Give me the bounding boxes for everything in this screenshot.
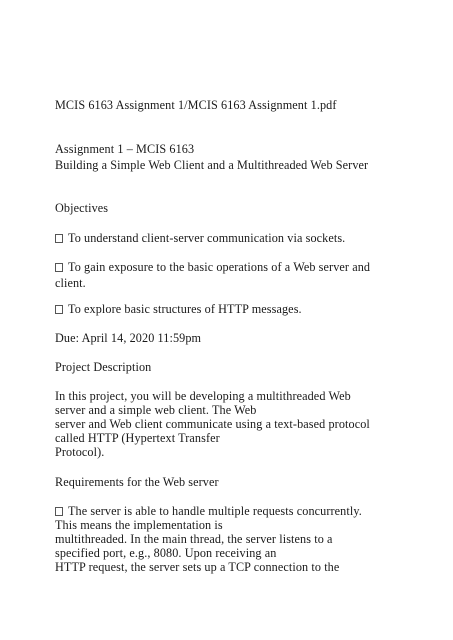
due-date: Due: April 14, 2020 11:59pm [55,331,202,345]
objective-item-3 [55,301,302,317]
objective-text-3: To explore basic structures of HTTP messages. [68,302,302,316]
assignment-title: Assignment 1 – MCIS 6163 [55,142,195,156]
requirement-text-line-5: HTTP request, the server sets up a TCP connection to the [55,560,340,574]
objectives-heading: Objectives [55,201,109,215]
bullet-icon [55,234,63,243]
bullet-icon [55,263,63,272]
assignment-subtitle: Building a Simple Web Client and a Multithreaded Web Server [55,158,369,172]
bullet-icon [55,507,63,516]
project-paragraph-line-2: server and a simple web client. The Web [55,403,257,417]
objective-item-1 [55,230,345,246]
project-heading: Project Description [55,360,152,374]
project-paragraph-line-1: In this project, you will be developing a multithreaded Web [55,389,351,403]
project-paragraph-line-3: server and Web client communicate using a text-based protocol [55,417,370,431]
objective-text-2: To gain exposure to the basic operations of a Web server and [68,260,371,274]
requirement-text-line-4: specified port, e.g., 8080. Upon receiving an [55,546,277,560]
bullet-icon [55,305,63,314]
project-paragraph-line-5: Protocol). [55,445,105,459]
requirement-text-line-1: The server is able to handle multiple requests concurrently. [68,504,362,518]
requirements-heading: Requirements for the Web server [55,475,219,489]
project-paragraph-line-4: called HTTP (Hypertext Transfer [55,431,220,445]
requirement-text-line-2: This means the implementation is [55,518,223,532]
requirement-text-line-3: multithreaded. In the main thread, the server listens to a [55,532,333,546]
file-title: MCIS 6163 Assignment 1/MCIS 6163 Assignment 1.pdf [55,98,337,112]
objective-text-1: To understand client-server communication via sockets. [68,231,346,245]
objective-item-2 [55,259,370,275]
objective-item-2-cont: client. [55,276,86,290]
